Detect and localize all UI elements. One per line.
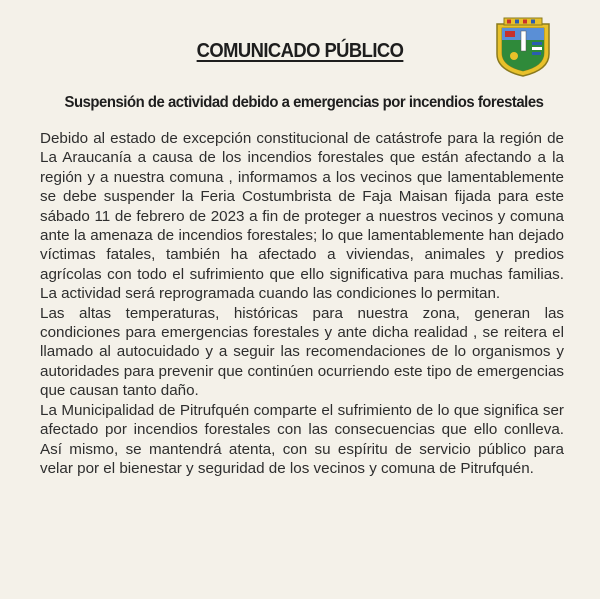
paragraph-3: La Municipalidad de Pitrufquén comparte el sufrimiento de lo que significa ser afectado por incendios forestales con las consecuencias que ello conlleva. Así mismo, se mantendrá atenta, con su espíritu de servicio público para velar por el bienestar y seguridad de los vecinos y comuna de Pitrufquén. — [40, 401, 564, 477]
page-title: COMUNICADO PÚBLICO — [196, 40, 404, 62]
subtitle: Suspensión de actividad debido a emergencias por incendios forestales — [64, 94, 544, 111]
paragraph-1: Debido al estado de excepción constitucional de catástrofe para la región de La Araucanía a causa de los incendios forestales que están afectando a la región y a nuestra comuna , informamos a los vecinos que lamentablemente se debe suspender la Feria Costumbrista de Faja Maisan fijada para este sábado 11 de febrero de 2023 a fin de proteger a nuestros vecinos y comuna ante la amenaza de incendios forestales; lo que lamentablemente han dejado víctimas fatales, también ha afectado a viviendas, animales y predios agrícolas con todo el sufrimiento que ello significativa para muchas familias. La actividad será reprogramada cuando las condiciones lo permitan. — [40, 130, 564, 303]
municipal-coat-of-arms-icon — [494, 16, 552, 78]
communique-body — [40, 129, 564, 478]
paragraph-2: Las altas temperaturas, históricas para nuestra zona, generan las condiciones para emergencias forestales y ante dicha realidad , se reitera el llamado al autocuidado y a seguir las recomendaciones de lo organismos y autoridades para prevenir que continúen ocurriendo este tipo de emergencias que causan tanto daño. — [40, 304, 564, 400]
